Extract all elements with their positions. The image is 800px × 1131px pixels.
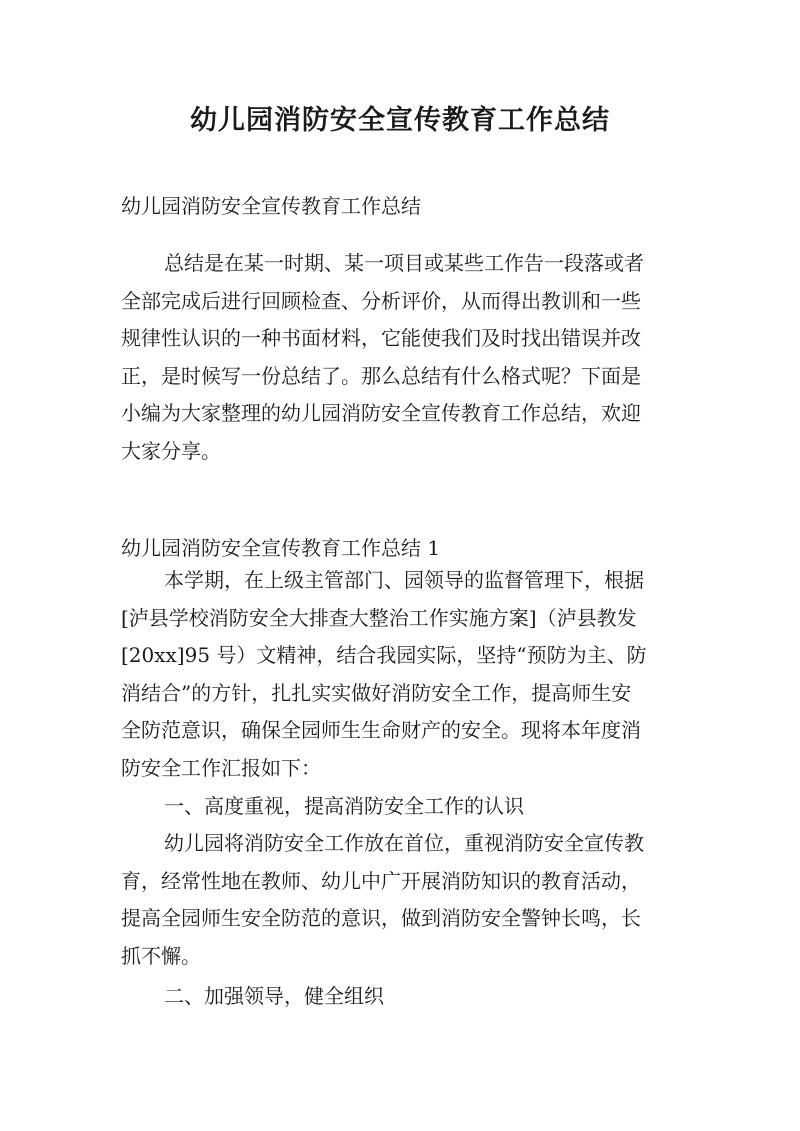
- point1-line: 抓不懈。: [121, 943, 201, 968]
- document-subtitle: 幼儿园消防安全宣传教育工作总结: [121, 194, 421, 218]
- intro-line: 正，是时候写一份总结了。那么总结有什么格式呢？下面是: [121, 363, 641, 388]
- section1-line: 全防范意识，确保全园师生生命财产的安全。现将本年度消: [121, 718, 641, 742]
- intro-line: 大家分享。: [121, 438, 221, 463]
- intro-paragraph: [121, 245, 681, 470]
- intro-line: 规律性认识的一种书面材料，它能使我们及时找出错误并改: [121, 326, 641, 350]
- section1-title: 幼儿园消防安全宣传教育工作总结 1: [121, 536, 441, 560]
- intro-line: 总结是在某一时期、某一项目或某些工作告一段落或者: [164, 251, 644, 275]
- point1-line: 提高全园师生安全防范的意识，做到消防安全警钟长鸣，长: [121, 906, 641, 930]
- section1-line: [泸县学校消防安全大排查大整治工作实施方案]（泸县教发: [121, 605, 637, 630]
- point2-heading: 二、加强领导，健全组织: [164, 984, 384, 1008]
- section1-line: [20xx]95 号）文精神，结合我园实际，坚持“预防为主、防: [121, 643, 647, 667]
- document-title: 幼儿园消防安全宣传教育工作总结: [190, 105, 610, 136]
- point1-line: 幼儿园将消防安全工作放在首位，重视消防安全宣传教: [164, 831, 644, 855]
- intro-line: 小编为大家整理的幼儿园消防安全宣传教育工作总结，欢迎: [121, 401, 641, 425]
- section1-line: 消结合”的方针，扎扎实实做好消防安全工作，提高师生安: [121, 680, 632, 705]
- intro-line: 全部完成后进行回顾检查、分析评价，从而得出教训和一些: [121, 288, 641, 313]
- section1-line: 本学期，在上级主管部门、园领导的监督管理下，根据: [164, 568, 644, 592]
- section1-paragraph: [121, 562, 681, 787]
- point1-heading: 一、高度重视，提高消防安全工作的认识: [164, 794, 524, 818]
- point1-line: 育，经常性地在教师、幼儿中广开展消防知识的教育活动，: [121, 868, 641, 893]
- point1-paragraph: [121, 825, 681, 975]
- section1-line: 防安全工作汇报如下：: [121, 755, 321, 780]
